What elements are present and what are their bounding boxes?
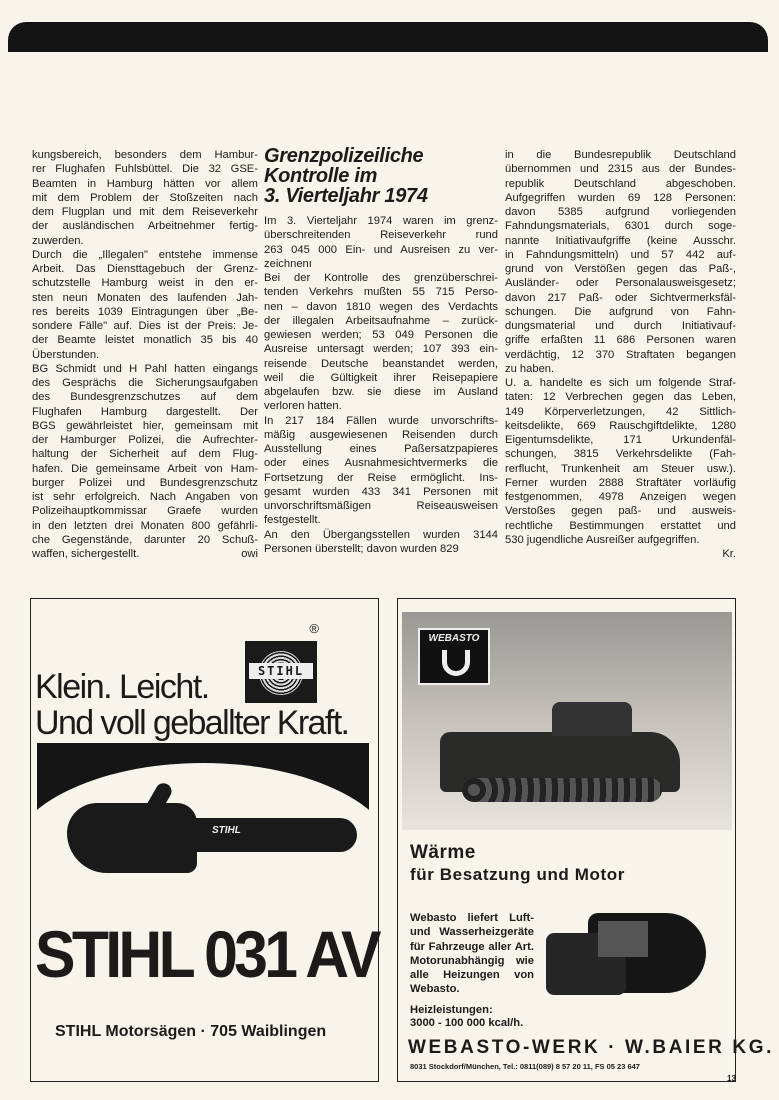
text-line: U. a. handelte es sich um folgende Straf-	[505, 377, 736, 389]
author-signature: Kr.	[722, 548, 736, 560]
text-line: abgelaufen bzw. sie diese im Ausland	[264, 386, 498, 398]
text-line: schungen. Die aufgrund von Fahn-	[505, 305, 736, 318]
text-line: zu haben.	[505, 362, 555, 375]
text-line: der Beamte leistet monatlich 35 bis 40	[32, 334, 258, 347]
ad-headline: Klein. Leicht.	[35, 668, 209, 706]
text-line: Im 3. Vierteljahr 1974 waren im grenz-	[264, 215, 498, 227]
text-line: Ausstellung eines Paßersatzpapieres	[264, 443, 498, 455]
text-line: schungen, 3815 Verkehrsdelikte (Fah-	[505, 448, 736, 461]
text-line: überschreitenden Reiseverkehr rund	[264, 229, 498, 242]
text-line: 149 Körperverletzungen, 42 Sittlich-	[505, 405, 736, 418]
text-line: keitsdelikte, 669 Rauschgiftdelikte, 1280	[505, 419, 736, 432]
text-line: festgestellt.	[264, 514, 321, 527]
text-line: verloren hatten.	[264, 400, 342, 413]
text-line: dungsmaterial und durch Initiativauf-	[505, 320, 736, 332]
text-line: verdächtig, 12 370 Straftaten begangen	[505, 348, 736, 361]
top-black-band	[8, 22, 768, 52]
text-line: republik Deutschland abgeschoben.	[505, 177, 736, 190]
text-line: der Hamburger Polizei, die Aufrechter-	[32, 434, 258, 446]
text-line: weil die Gültigkeit ihrer Reisepapiere	[264, 371, 498, 384]
text-line: unvorschriftsmäßigen Reiseausweisen	[264, 500, 498, 512]
text-line: in die Bundesrepublik Deutschland	[505, 149, 736, 161]
text-line: Eigentumsdelikte, 171 Urkundenfäl-	[505, 434, 736, 446]
text-line: der ausländischen Arbeitnehmer fertig-	[32, 220, 258, 233]
text-line: taten: 12 Verbrechen gegen das Leben,	[505, 391, 736, 404]
text-line: hafen. Die gemeinsame Arbeit von Ham-	[32, 462, 258, 475]
text-line: sondere Fälle" auf. Dies ist der Preis: Je-	[32, 320, 258, 332]
ad-body: Webasto liefert Luft- und Wasserheizgeräte für Fahrzeuge aller Art. Motorunabhängig wie alle Heizungen von Webasto. Heizleistungen: 3000 - 100 000 kcal/h.	[410, 912, 534, 1029]
text-line: Durch die „Illegalen" entstehe immense	[32, 248, 258, 261]
text-line: An den Übergangsstellen wurden 3144	[264, 528, 498, 541]
ad-headline: Wärme	[410, 842, 476, 863]
text-line: Beamten in Hamburg hätten vor allem	[32, 177, 258, 190]
text-line: Arbeit. Das Diensttagebuch der Grenz-	[32, 263, 258, 275]
text-line: BGS gewährleistet hier, gemeinsam mit	[32, 419, 258, 432]
text-line: übernommen und 2315 aus der Bundes-	[505, 163, 736, 176]
stihl-advertisement	[30, 598, 379, 1082]
article-column-3	[505, 148, 736, 561]
text-line: nen – davon 1810 wegen des Verdachts	[264, 300, 498, 313]
chainsaw-illustration: STIHL	[37, 743, 369, 916]
text-line: haltung der Sicherheit auf dem Flug-	[32, 448, 258, 461]
text-line: Bei der Kontrolle des grenzüberschrei-	[264, 272, 498, 284]
headline-line: 3. Vierteljahr 1974	[264, 185, 428, 207]
author-signature: owi	[241, 548, 258, 560]
tank-photo	[402, 612, 732, 830]
product-model: STIHL 031 AV	[35, 917, 378, 991]
text-line: Überstunden.	[32, 348, 100, 361]
text-line: mäßig ausgewiesenen Reisenden durch	[264, 428, 498, 441]
text-line: 530 jugendliche Ausreißer aufgegriffen.	[505, 533, 700, 546]
ad-footer: STIHL Motorsägen · 705 Waiblingen	[55, 1023, 327, 1040]
text-line: Fortsetzung der Reise ermöglicht. Ins-	[264, 471, 498, 484]
text-line: dem Flugplan und mit dem Reiseverkehr	[32, 206, 258, 218]
text-line: Ausreise untersagt werden; 107 393 ein-	[264, 343, 498, 356]
text-line: der illegalen Arbeitsaufnahme – zurück-	[264, 314, 498, 327]
text-line: festgenommen, 4978 Anzeigen wegen	[505, 491, 736, 503]
text-line: burger Polizei und Bundesgrenzschutz	[32, 476, 258, 489]
article-column-2	[264, 214, 498, 556]
headline-line: Grenzpolizeiliche	[264, 145, 424, 167]
text-line: schutzstelle Hamburg weist in den er-	[32, 277, 258, 290]
stihl-logo: STIHL ®	[245, 641, 317, 703]
text-line: davon 217 Paß- oder Sichtvermerksfäl-	[505, 291, 736, 304]
text-line: In 217 184 Fällen wurde unvorschrifts-	[264, 414, 498, 427]
text-line: in Fahndungsmitteln) und 57 442 auf-	[505, 248, 736, 261]
text-line: rerflucht, Trunkenheit am Steuer usw.).	[505, 462, 736, 475]
registered-mark: ®	[309, 621, 319, 636]
text-line: Aufgegriffen wurden 69 128 Personen:	[505, 191, 736, 204]
ad-subheadline: Und voll geballter Kraft.	[35, 704, 349, 742]
text-line: zeichnenı	[264, 257, 312, 270]
text-line: Ferner wurden 2888 Straftäter vorläufig	[505, 476, 736, 489]
text-line: des Gesprächs die Sicherungsaufgaben	[32, 377, 258, 389]
text-line: Personen überstellt; davon wurden 829	[264, 542, 459, 555]
text-line: reisende Deutsche beanstandet werden,	[264, 357, 498, 370]
text-line: in den letzten drei Monaten 800 gefährli-	[32, 519, 258, 532]
text-line: grund von Verstößen gegen das Paß-,	[505, 263, 736, 275]
text-line: rer Flughafen Fuhlsbüttel. Die 32 GSE-	[32, 163, 258, 176]
text-line: gesamt wurden 433 341 Personen mit	[264, 485, 498, 498]
company-address: 8031 Stockdorf/München, Tel.: 0811(089) 8 57 20 11, FS 05 23 647	[410, 1062, 640, 1071]
article-column-1	[32, 148, 258, 561]
heater-photo	[538, 909, 708, 1001]
text-line: tenden Verkehrs mußten 55 715 Perso-	[264, 286, 498, 299]
text-line: ist sehr erfolgreich. Nach Angaben von	[32, 491, 258, 503]
text-line: kungsbereich, besonders dem Hambur-	[32, 149, 258, 161]
text-line: waffen, sichergestellt. owi	[32, 548, 258, 560]
webasto-logo: WEBASTO	[418, 628, 490, 685]
text-line: zuwerden.	[32, 234, 84, 247]
text-line: Flughafen Hamburg dargestellt. Der	[32, 405, 258, 418]
text-line: Ausländer- oder Personalausweisgesetz;	[505, 277, 736, 290]
text-line: mit dem Problem der Stoßzeiten nach	[32, 191, 258, 204]
text-line: oder eines Ausnahmesichtvermerks die	[264, 457, 498, 470]
text-line: des Bundesgrenzschutzes auf dem	[32, 391, 258, 404]
text-line: nannte Initiativaufgriffe (keine Ausschr.	[505, 234, 736, 247]
text-line: rechtliche Bestimmungen erstattet und	[505, 519, 736, 532]
text-line: Polizeihauptkommissar Graefe wurden	[32, 505, 258, 518]
company-name: WEBASTO-WERK · W.BAIER KG.	[408, 1037, 774, 1058]
text-line: griffe erfaßten 11 686 Personen waren	[505, 334, 736, 347]
text-line: Verstoßes gegen paß- und ausweis-	[505, 505, 736, 518]
article-headline	[264, 146, 504, 206]
text-line: res bereits 1039 Eintragungen über „Be-	[32, 305, 258, 318]
text-line: che Gegenstände, darunter 20 Schuß-	[32, 533, 258, 546]
text-line: 263 045 000 Ein- und Ausreisen zu ver-	[264, 243, 498, 256]
text-line: sten neun Monaten des laufenden Jah-	[32, 291, 258, 304]
page-number: 13	[727, 1074, 736, 1083]
headline-line: Kontrolle im	[264, 165, 378, 187]
text-line: Fahndungsmaterials, 6301 durch soge-	[505, 220, 736, 233]
text-line: gewiesen werden; 53 049 Personen die	[264, 329, 498, 341]
text-line: BG Schmidt und H Pahl hatten eingangs	[32, 362, 258, 375]
ad-subheadline: für Besatzung und Motor	[410, 865, 625, 884]
text-line: davon 5385 aufgrund vorliegenden	[505, 206, 736, 218]
webasto-advertisement	[397, 598, 774, 1082]
